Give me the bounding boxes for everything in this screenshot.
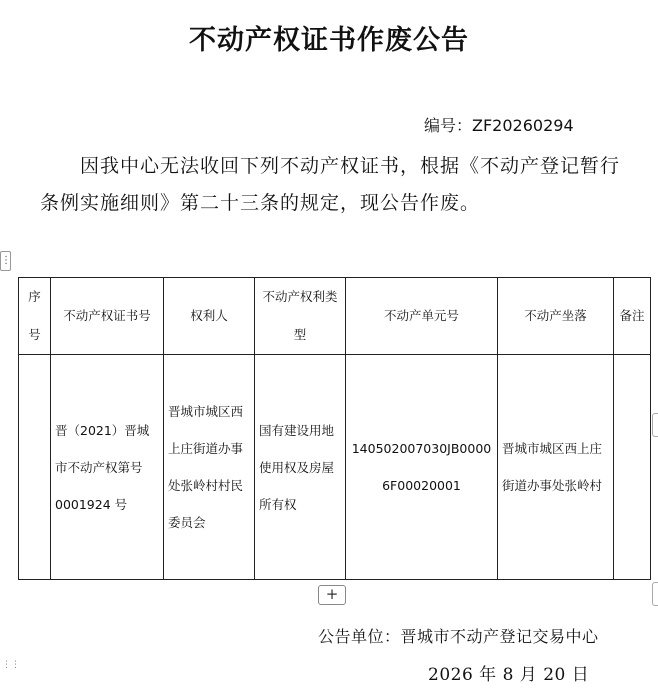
notice-paragraph: 因我中心无法收回下列不动产权证书，根据《不动产登记暂行条例实施细则》第二十三条的规定，现公告作废。 [40, 155, 621, 214]
cell-remark [614, 355, 651, 580]
cell-seq [19, 355, 51, 580]
notice-title: 不动产权证书作废公告 [189, 25, 469, 56]
table-row [19, 355, 651, 580]
cell-holder: 晋城市城区西上庄街道办事处张岭村村民委员会 [164, 355, 255, 580]
serial-value: ZF20260294 [472, 116, 574, 135]
drag-dots-icon[interactable]: ⋮⋮ [2, 660, 20, 670]
add-row-button[interactable]: + [318, 585, 346, 605]
header-right-type: 不动产权利类型 [255, 278, 346, 355]
header-holder: 权利人 [164, 278, 255, 355]
right-margin-marker-icon [652, 413, 658, 437]
cell-unit-no: 140502007030JB00006F00020001 [346, 355, 498, 580]
cell-cert-no: 晋（2021）晋城市不动产权第号 0001924 号 [51, 355, 164, 580]
header-location: 不动产坐落 [498, 278, 614, 355]
issuing-unit: 公告单位：晋城市不动产登记交易中心 [318, 627, 599, 646]
table-header-row [19, 278, 651, 355]
issue-date: 2026 年 8 月 20 日 [428, 665, 590, 685]
serial-number-line [424, 113, 574, 136]
certificate-table [18, 277, 651, 580]
header-seq: 序号 [19, 278, 51, 355]
header-cert-no: 不动产权证书号 [51, 278, 164, 355]
header-remark: 备注 [614, 278, 651, 355]
cell-right-type: 国有建设用地使用权及房屋所有权 [255, 355, 346, 580]
serial-label: 编号： [424, 116, 473, 135]
cell-location: 晋城市城区西上庄街道办事处张岭村 [498, 355, 614, 580]
right-margin-marker-icon [652, 582, 658, 606]
header-unit-no: 不动产单元号 [346, 278, 498, 355]
table-drag-handle-icon[interactable]: ⋮ [0, 251, 11, 271]
